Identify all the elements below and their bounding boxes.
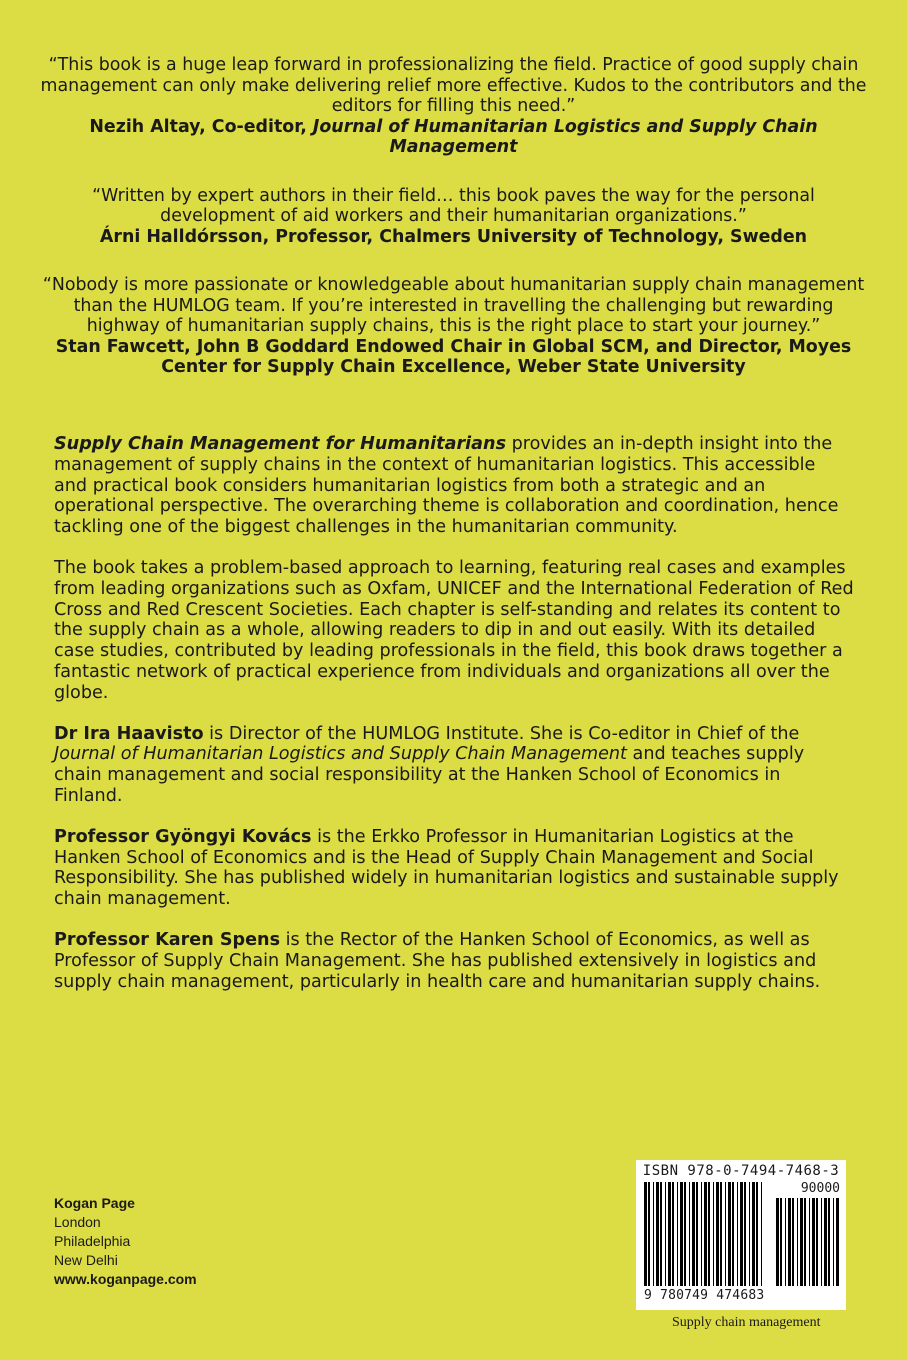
isbn-barcode [636,1160,846,1310]
subject-category: Supply chain management [672,1315,821,1330]
barcode-bar [776,1198,779,1286]
barcode-bar [713,1182,714,1286]
barcode-bar [732,1182,734,1286]
attribution-name: Nezih Altay, Co-editor, [89,116,313,137]
barcode-bar [677,1182,678,1286]
barcode-bar [752,1182,755,1286]
barcode-addon: 90000 [800,1181,840,1196]
quote-text: “This book is a huge leap forward in professionalizing the field. Practice of good supply chain management can only make delivering relief more effective. Kudos to the contributors and the editors for filling this need.” [40,55,867,116]
endorsement-3 [40,275,867,378]
book-description [54,434,854,1012]
barcode-bar [660,1182,662,1286]
publisher-city: London [54,1214,101,1230]
barcode-bar [744,1182,746,1286]
author-name: Professor Karen Spens [54,929,281,950]
author-name: Dr Ira Haavisto [54,723,204,744]
isbn-text: ISBN 978-0-7494-7468-3 [642,1163,840,1179]
barcode-bar [824,1198,827,1286]
quote-text: “Written by expert authors in their field… this book paves the way for the personal development of aid workers and their humanitarian organizations.” [92,185,815,226]
author-bio-2: Professor Gyöngyi Kovács is the Erkko Professor in Humanitarian Logistics at the Hanken School of Economics and is the Head of Supply Chain Management and Social Responsibility. She has published widely in humanitarian logistics and sustainable supply chain management. [54,826,839,910]
barcode-bar [809,1198,810,1286]
barcode-bar [701,1182,702,1286]
barcode-bar [833,1198,834,1286]
barcode-bar [696,1182,698,1286]
barcode-bar [785,1198,786,1286]
barcode-bar [668,1182,671,1286]
barcode-bar [665,1182,666,1286]
barcode-bar [821,1198,822,1286]
barcode-bar [653,1182,654,1286]
barcode-bar [761,1182,762,1286]
barcode-bar [708,1182,710,1286]
barcode-bar [680,1182,683,1286]
barcode-bar [792,1198,794,1286]
author-name: Professor Gyöngyi Kovács [54,826,312,847]
barcode-bar [740,1182,743,1286]
publisher-city: New Delhi [54,1252,118,1268]
barcode-bar [800,1198,803,1286]
barcode-bar [780,1198,782,1286]
barcode-bar [816,1198,818,1286]
barcode-bar [728,1182,731,1286]
barcode-bar [720,1182,722,1286]
addon-barcode-bars [776,1198,840,1286]
barcode-bar [725,1182,726,1286]
publisher-block [54,1194,197,1289]
barcode-bar [648,1182,650,1286]
author-bio-3: Professor Karen Spens is the Rector of the Hanken School of Economics, as well as Professor of Supply Chain Management. She has published extensively in logistics and supply chain management, particularly in health care and humanitarian supply chains. [54,929,821,992]
quote-attribution: Stan Fawcett, John B Goddard Endowed Chair in Global SCM, and Director, Moyes Center for Supply Chain Excellence, Weber State University [55,336,852,377]
endorsement-1 [40,55,867,158]
barcode-bar [836,1198,839,1286]
barcode-bar [737,1182,738,1286]
barcode-bar [704,1182,707,1286]
description-paragraph-1: Supply Chain Management for Humanitarians provides an in-depth insight into the management of supply chains in the context of humanitarian logistics. This accessible and practical book considers humanitarian logistics from both a strategic and an operational perspective. The overarching theme is collaboration and coordination, hence tackling one of the biggest challenges in the humanitarian community. [54,434,839,538]
ean-digits: 9 780749 474683 [644,1288,765,1303]
publisher-url: www.koganpage.com [54,1271,197,1287]
barcode-bar [788,1198,791,1286]
barcode-bar [689,1182,690,1286]
publisher-name: Kogan Page [54,1195,135,1211]
barcode-bar [749,1182,750,1286]
endorsement-2 [40,186,867,248]
barcode-bar [672,1182,674,1286]
author-bio-1: Dr Ira Haavisto is Director of the HUMLOG Institute. She is Co-editor in Chief of the Journal of Humanitarian Logistics and Supply Chain Management and teaches supply chain management and social responsibility at the Hanken School of Economics in Finland. [54,723,805,806]
endorsements [40,55,867,406]
barcode-bar [656,1182,659,1286]
publisher-city: Philadelphia [54,1233,131,1249]
barcode-bar [828,1198,830,1286]
barcode-bar [812,1198,815,1286]
barcode-bar [797,1198,798,1286]
quote-attribution [40,117,867,158]
barcode-bar [756,1182,758,1286]
description-paragraph-2: The book takes a problem-based approach to learning, featuring real cases and examples from leading organizations such as Oxfam, UNICEF and the International Federation of Red Cross and Red Crescent Societies. Each chapter is self-standing and relates its content to the supply chain as a whole, allowing readers to dip in and out easily. With its detailed case studies, contributed by leading professionals in the field, this book draws together a fantastic network of practical experience from individuals and organizations all over the globe. [54,557,854,703]
barcode-bar [684,1182,686,1286]
barcode-bar [644,1182,647,1286]
ean-barcode-bars [644,1182,764,1286]
book-title: Supply Chain Management for Humanitarians [54,434,507,454]
barcode-bar [716,1182,719,1286]
quote-text: “Nobody is more passionate or knowledgeable about humanitarian supply chain management than the HUMLOG team. If you’re interested in travelling the challenging but rewarding highway of humanitarian supply chains, this is the right place to start your journey.” [42,275,865,336]
quote-attribution: Árni Halldórsson, Professor, Chalmers University of Technology, Sweden [99,226,808,247]
attribution-journal: Journal of Humanitarian Logistics and Supply Chain Management [312,116,818,157]
barcode-bar [692,1182,695,1286]
barcode-bar [804,1198,806,1286]
